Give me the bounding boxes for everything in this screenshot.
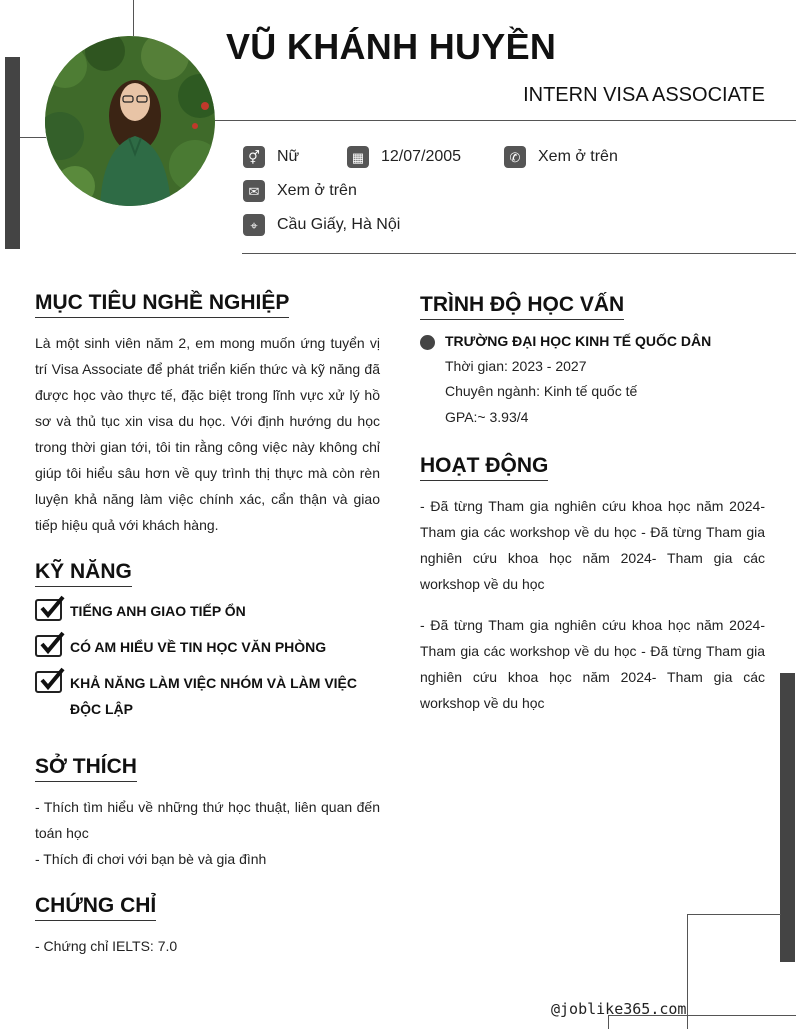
dob-row	[347, 146, 461, 168]
school-name: TRƯỜNG ĐẠI HỌC KINH TẾ QUỐC DÂN	[445, 333, 712, 349]
top-vertical-line	[133, 0, 134, 36]
avatar	[45, 36, 215, 206]
hobby-item: - Thích tìm hiểu về những thứ học thuật, liên quan đến toán học	[35, 799, 380, 841]
checkbox-icon	[35, 599, 62, 621]
left-accent-bar	[5, 57, 20, 249]
checkbox-icon	[35, 671, 62, 693]
skill-label: CÓ AM HIỂU VỀ TIN HỌC VĂN PHÒNG	[70, 639, 327, 655]
skills-title: KỸ NĂNG	[35, 560, 132, 587]
left-horizontal-line	[20, 137, 46, 138]
hobby-item: - Thích đi chơi với bạn bè và gia đình	[35, 851, 267, 867]
gender-value: Nữ	[277, 148, 300, 165]
location-icon: ⌖	[243, 214, 265, 236]
checkbox-icon	[35, 635, 62, 657]
skill-item	[35, 598, 380, 624]
email-value: Xem ở trên	[277, 182, 357, 199]
address-row	[243, 214, 400, 236]
gender-row	[243, 146, 299, 168]
header-divider-top	[215, 120, 796, 121]
corner-frame	[687, 914, 781, 1029]
certificates-title: CHỨNG CHỈ	[35, 894, 156, 921]
header-divider-bottom	[242, 253, 796, 254]
dob-value: 12/07/2005	[381, 148, 462, 165]
right-accent-bar	[780, 673, 795, 962]
skill-item	[35, 634, 380, 660]
hobbies-title: SỞ THÍCH	[35, 755, 137, 782]
bullet-dot-icon	[420, 335, 435, 350]
activities-title: HOẠT ĐỘNG	[420, 454, 548, 481]
address-value: Cầu Giấy, Hà Nội	[277, 216, 401, 233]
phone-icon: ✆	[504, 146, 526, 168]
email-row	[243, 180, 357, 202]
phone-value: Xem ở trên	[538, 148, 618, 165]
gender-icon: ⚥	[243, 146, 265, 168]
skill-label: TIẾNG ANH GIAO TIẾP ỔN	[70, 603, 246, 619]
education-time: Thời gian: 2023 - 2027	[445, 358, 587, 374]
candidate-name: VŨ KHÁNH HUYỀN	[226, 26, 557, 67]
email-icon: ✉	[243, 180, 265, 202]
skill-label: KHẢ NĂNG LÀM VIỆC NHÓM VÀ LÀM VIỆC ĐỘC LẬP	[70, 675, 357, 717]
calendar-icon: ▦	[347, 146, 369, 168]
job-position: INTERN VISA ASSOCIATE	[523, 84, 765, 106]
watermark: @joblike365.com	[551, 1000, 687, 1018]
skill-item	[35, 670, 380, 722]
activity-item: - Đã từng Tham gia nghiên cứu khoa học năm 2024- Tham gia các workshop về du học - Đã từng Tham gia nghiên cứu khoa học năm 2024- Tham gia các workshop về du học	[420, 617, 765, 711]
objective-text: Là một sinh viên năm 2, em mong muốn ứng tuyển vị trí Visa Associate để phát triển kiến thức và kỹ năng đã được học vào thực tế, đặc biệt trong lĩnh vực xử lý hồ sơ và thủ tục xin visa du học. Với định hướng du học trong thời gian tới, tôi tin rằng công việc này không chỉ giúp tôi hiểu sâu hơn về quy trình thị thực mà còn rèn luyện khả năng làm việc chính xác, cẩn thận và giao tiếp hiệu quả với khách hàng.	[35, 335, 380, 533]
education-gpa: GPA:~ 3.93/4	[445, 409, 529, 425]
phone-row	[504, 146, 618, 168]
activity-item: - Đã từng Tham gia nghiên cứu khoa học năm 2024- Tham gia các workshop về du học - Đã từng Tham gia nghiên cứu khoa học năm 2024- Tham gia các workshop về du học	[420, 498, 765, 592]
education-major: Chuyên ngành: Kinh tế quốc tế	[445, 383, 638, 399]
education-title: TRÌNH ĐỘ HỌC VẤN	[420, 293, 624, 320]
objective-title: MỤC TIÊU NGHỀ NGHIỆP	[35, 291, 289, 318]
certificate-item: - Chứng chỉ IELTS: 7.0	[35, 938, 178, 954]
